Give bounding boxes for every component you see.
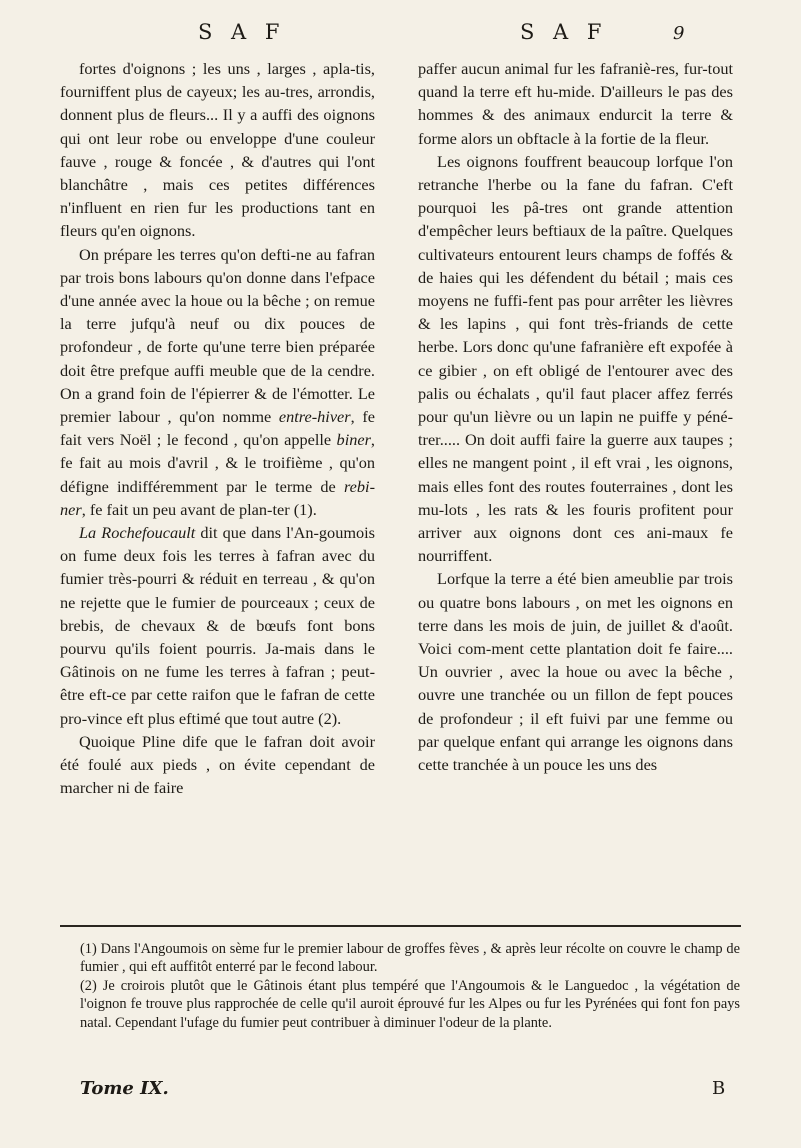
text-run: dit que dans l'An-goumois on fume deux fois les terres à fafran avec du fumier très-pourri & réduit en terreau , & qu'on ne rejette que le fumier de pourceaux ; ceux de brebis, de chevaux & de bœufs font bons pourvu qu'ils foient pourris. Ja-mais dans le Gâtinois on ne fume les terres à fafran ; peut-être eft-ce par cette raifon que le fafran de cette pro-vince eft plus eftimé que tout autre (2). (60, 523, 375, 728)
text-run: Lorfque la terre a été bien ameublie par trois ou quatre bons labours , on met les oignons en terre dans les mois de juin, de juillet & d'août. Voici com-ment cette plantation doit fe faire.... Un ouvrier , avec la houe ou avec la bêche , ouvre une tranchée ou un fillon de fept pouces de profondeur ; il eft fuivi par une femme ou par quelque enfant qui arrange les oignons dans cette tranchée à un pouce les uns des (418, 569, 733, 775)
paragraph (60, 730, 375, 800)
paragraph (60, 243, 375, 521)
paragraph (418, 57, 733, 150)
text-run: , fe fait au mois d'avril , & le troifième , qu'on défigne indifféremment par le terme de (60, 430, 375, 496)
signature-mark: B (712, 1078, 726, 1099)
text-run: Quoique Pline dife que le fafran doit avoir été foulé aux pieds , on évite cependant de marcher ni de faire (60, 731, 375, 798)
footnote-2: (2) Je croirois plutôt que le Gâtinois étant plus tempéré que l'Angoumois & le Languedoc , la végétation de l'oignon fe trouve plus rapprochée de celle qu'il auroit éprouvé fur les Alpes ou fur les Pyrénées qui font fon pays natal. Cependant l'ufage du fumier peut contribuer à diminuer l'odeur de la plante. (80, 977, 740, 1031)
footnote-1: (1) Dans l'Angoumois on sème fur le premier labour de groffes fèves , & après leur récolte on couvre le champ de fumier , qui eft auffitôt enterré par le fecond labour. (80, 941, 740, 976)
text-run: On prépare les terres qu'on defti-ne au fafran par trois bons labours qu'on donne dans l'efpace d'une année avec la houe ou la bêche ; on remue la terre jufqu'à neuf ou dix pouces de profondeur , de forte qu'une terre bien préparée doit être prefque auffi meuble que de la cendre. On a grand foin de l'épierrer & de l'émotter. Le premier labour , qu'on nomme (60, 244, 375, 427)
footnotes (80, 940, 740, 1032)
volume-label: Tome IX. (80, 1078, 169, 1099)
italic-text: biner (336, 430, 371, 450)
italic-text: rebi-ner (60, 476, 375, 519)
text-run: Les oignons fouffrent beaucoup lorfque l'on retranche l'herbe ou la fane du fafran. C'eft pourquoi les pâ-tres ont grande attention d'empêcher leurs beftiaux de la paître. Quelques cultivateurs entourent leurs champs de foffés & de haies qui les défendent du bétail ; mais ces moyens ne fuffi-fent pas pour arrêter les lièvres & les lapins , qui font très-friands de cette herbe. Lors donc qu'une fafranière eft expofée à ce gibier , on eft obligé de l'entourer avec des palis ou échalats , qu'il faut placer affez ferrés pour qu'un lièvre ou un lapin ne puiffe y péné-trer..... On doit auffi faire la guerre aux taupes ; elles ne mangent point , il eft vrai , les oignons, mais elles font des routes fouterraines , dont les mu-lots , les rats & les fouris profitent pour arriver aux oignons dont ces ani-maux fe nourriffent. (418, 151, 733, 566)
paragraph (418, 567, 733, 776)
paragraph (418, 150, 733, 568)
page-footer (0, 1078, 801, 1104)
text-run: , fe fait un peu avant de plan-ter (1). (81, 499, 317, 519)
italic-text: La Rochefoucault (79, 523, 196, 543)
text-run: paffer aucun animal fur les fafraniè-res, fur-tout quand la terre eft hu-mide. D'ailleurs le pas des hommes & des animaux endurcit la terre & forme alors un obftacle à la fortie de la fleur. (418, 59, 733, 148)
text-run: , fe fait vers Noël ; le fecond , qu'on appelle (60, 407, 375, 450)
running-head-right: S A F (520, 20, 608, 44)
paragraph (60, 57, 375, 243)
page-number: 9 (673, 23, 685, 44)
paragraph (60, 521, 375, 730)
right-column (418, 57, 733, 776)
running-header (0, 20, 801, 50)
italic-text: entre-hiver (278, 407, 351, 427)
running-head-left: S A F (198, 20, 286, 44)
text-run: fortes d'oignons ; les uns , larges , apla-tis, fourniffent plus de cayeux; les au-tres, arrondis, donnent plus de fleurs... Il y a auffi des oignons qui ont leur robe ou enveloppe d'une couleur fauve , rouge & foncée , & d'autres qui l'ont blanchâtre , mais ces petites différences n'influent en rien fur les productions tant en fleurs qu'en oignons. (60, 59, 375, 241)
footnote-rule (60, 925, 741, 927)
left-column (60, 57, 375, 800)
